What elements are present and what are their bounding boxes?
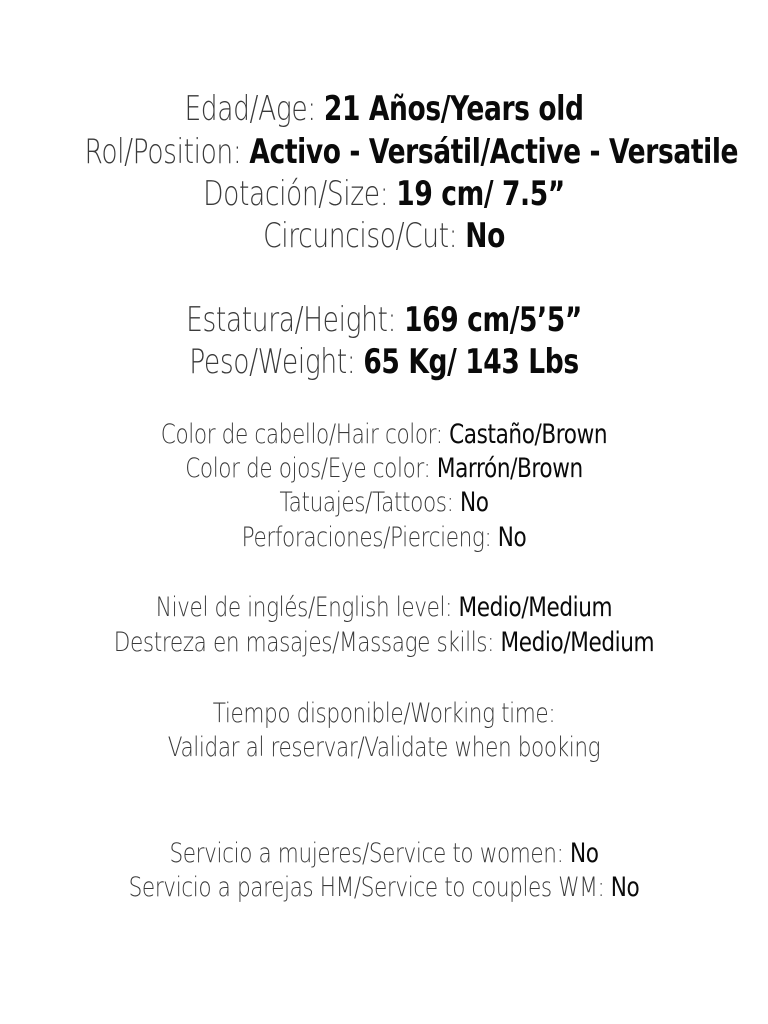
- booking-note-line: [77, 731, 691, 765]
- weight-value: 65 Kg/ 143 Lbs: [363, 342, 579, 382]
- height-value: 169 cm/5’5”: [404, 300, 582, 340]
- service-couples-label: Servicio a parejas HM/Service to couples WM:: [128, 872, 611, 903]
- service-women-value: No: [569, 838, 599, 869]
- age-value: 21 Años/Years old: [323, 89, 584, 129]
- tattoos-line: [77, 486, 691, 520]
- eye-color-label: Color de ojos/Eye color:: [185, 453, 437, 484]
- tattoos-label: Tatuajes/Tattoos:: [279, 487, 460, 518]
- tattoos-value: No: [459, 487, 489, 518]
- position-value: Activo - Versátil/Active - Versatile: [249, 132, 739, 172]
- piercings-value: No: [497, 522, 527, 553]
- hair-color-label: Color de cabello/Hair color:: [160, 419, 450, 450]
- service-couples-value: No: [610, 872, 640, 903]
- english-level-label: Nivel de inglés/English level:: [155, 592, 459, 623]
- size-value: 19 cm/ 7.5”: [396, 174, 565, 214]
- piercings-line: [77, 521, 691, 555]
- hair-color-line: [77, 418, 691, 452]
- massage-skills-line: [77, 626, 691, 660]
- cut-label: Circunciso/Cut:: [263, 216, 466, 256]
- piercings-label: Perforaciones/Piercieng:: [241, 522, 498, 553]
- eye-color-line: [77, 452, 691, 486]
- booking-note: Validar al reservar/Validate when booking: [167, 732, 601, 763]
- cut-line: [84, 215, 683, 257]
- massage-skills-label: Destreza en masajes/Massage skills:: [113, 627, 501, 658]
- height-line: [84, 299, 683, 341]
- age-label: Edad/Age:: [184, 89, 324, 129]
- service-women-line: [77, 837, 691, 871]
- position-label: Rol/Position:: [84, 132, 250, 172]
- position-line: [84, 131, 739, 173]
- service-women-label: Servicio a mujeres/Service to women:: [169, 838, 570, 869]
- cut-value: No: [465, 216, 505, 256]
- age-line: [84, 88, 683, 130]
- size-label: Dotación/Size:: [203, 174, 397, 214]
- massage-skills-value: Medio/Medium: [500, 627, 655, 658]
- working-time-label: Tiempo disponible/Working time:: [212, 698, 556, 729]
- weight-line: [84, 341, 683, 383]
- service-couples-line: [77, 871, 691, 905]
- eye-color-value: Marrón/Brown: [436, 453, 583, 484]
- size-line: [84, 173, 683, 215]
- height-label: Estatura/Height:: [186, 300, 405, 340]
- hair-color-value: Castaño/Brown: [449, 419, 608, 450]
- english-level-line: [77, 591, 691, 625]
- weight-label: Peso/Weight:: [189, 342, 364, 382]
- english-level-value: Medio/Medium: [458, 592, 613, 623]
- working-time-line: [77, 697, 691, 731]
